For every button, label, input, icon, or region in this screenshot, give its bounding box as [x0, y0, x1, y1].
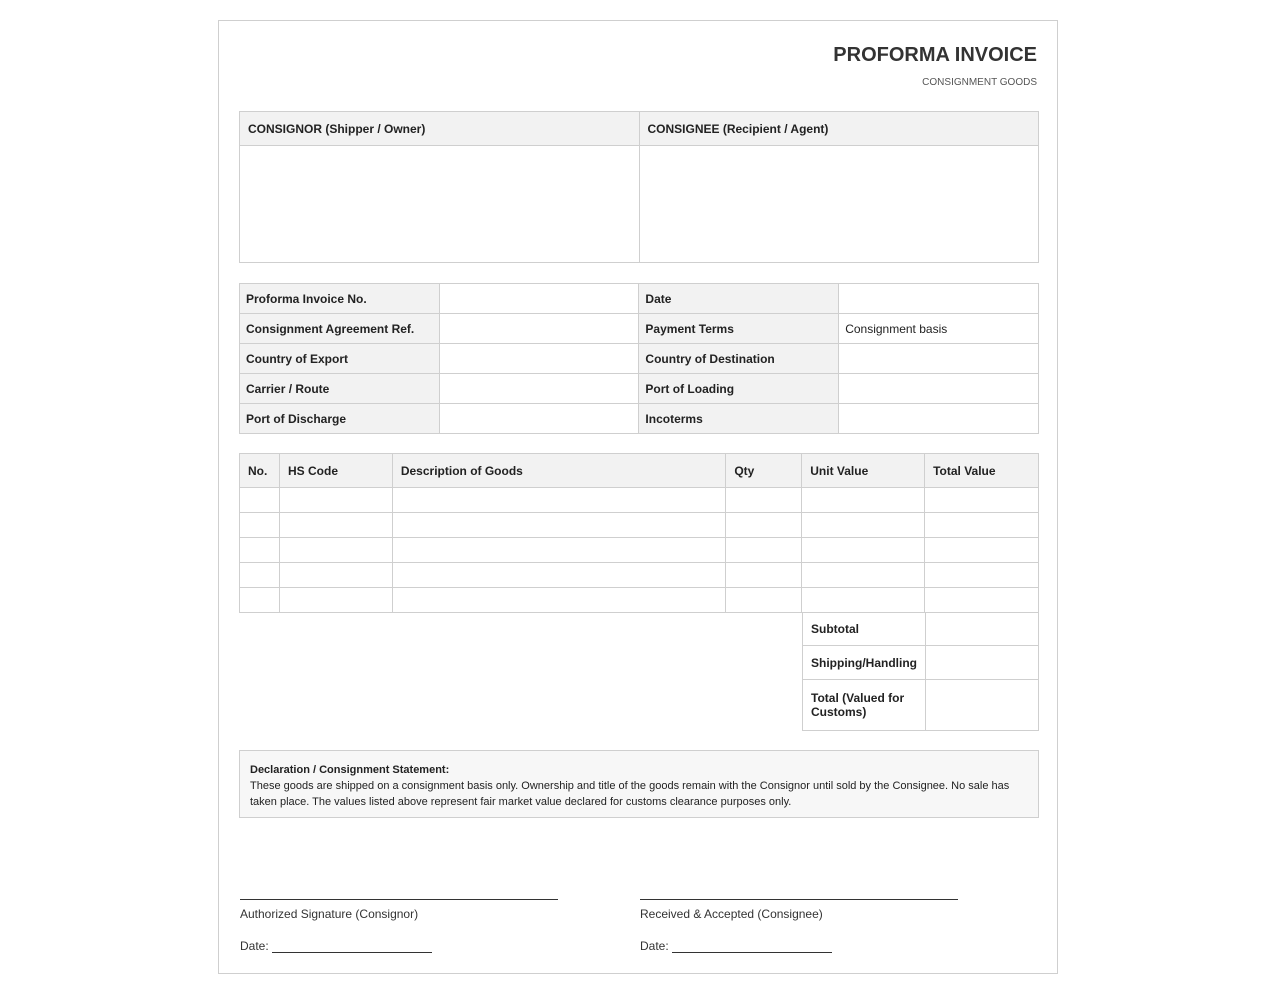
port-discharge-field[interactable] — [439, 404, 639, 434]
consignor-signature-line[interactable] — [240, 899, 558, 900]
item-unit-value-cell[interactable] — [802, 513, 925, 538]
item-no-cell[interactable] — [240, 513, 280, 538]
country-export-field[interactable] — [439, 344, 639, 374]
date-field[interactable] — [839, 284, 1039, 314]
consignee-signature-block — [640, 899, 958, 953]
shipping-label: Shipping/Handling — [803, 646, 926, 680]
invoice-no-field[interactable] — [439, 284, 639, 314]
item-description-cell[interactable] — [392, 538, 725, 563]
item-qty-cell[interactable] — [726, 488, 802, 513]
item-unit-value-cell[interactable] — [802, 563, 925, 588]
incoterms-field[interactable] — [839, 404, 1039, 434]
consignor-signature-block — [240, 899, 558, 953]
item-qty-cell[interactable] — [726, 513, 802, 538]
item-unit-value-cell[interactable] — [802, 538, 925, 563]
item-no-cell[interactable] — [240, 563, 280, 588]
subtotal-label: Subtotal — [803, 613, 926, 646]
consignee-signature-line[interactable] — [640, 899, 958, 900]
item-hs-code-cell[interactable] — [279, 538, 392, 563]
agreement-ref-field[interactable] — [439, 314, 639, 344]
totals-table — [802, 612, 1039, 731]
declaration-heading: Declaration / Consignment Statement: — [250, 764, 450, 776]
consignee-signature-label: Received & Accepted (Consignee) — [640, 907, 823, 921]
port-loading-label: Port of Loading — [639, 374, 839, 404]
item-total-value-cell[interactable] — [925, 538, 1039, 563]
declaration-text: These goods are shipped on a consignment basis only. Ownership and title of the goods remain with the Consignor until sold by the Consignee. No sale has taken place. The values listed above represent fair market value declared for customs clearance purposes only. — [250, 780, 1010, 808]
invoice-page — [218, 20, 1058, 974]
payment-terms-field[interactable]: Consignment basis — [839, 314, 1039, 344]
declaration-box — [239, 750, 1039, 818]
incoterms-label: Incoterms — [639, 404, 839, 434]
details-row — [240, 374, 1039, 404]
item-total-value-cell[interactable] — [925, 513, 1039, 538]
col-hs-code-header: HS Code — [279, 454, 392, 488]
table-row — [240, 563, 1039, 588]
details-table — [239, 283, 1039, 434]
item-description-cell[interactable] — [392, 563, 725, 588]
agreement-ref-label: Consignment Agreement Ref. — [240, 314, 440, 344]
consignee-header: CONSIGNEE (Recipient / Agent) — [639, 112, 1039, 146]
item-total-value-cell[interactable] — [925, 488, 1039, 513]
item-no-cell[interactable] — [240, 538, 280, 563]
table-row — [240, 513, 1039, 538]
consignee-field[interactable] — [639, 146, 1039, 263]
col-no-header: No. — [240, 454, 280, 488]
country-export-label: Country of Export — [240, 344, 440, 374]
details-row — [240, 284, 1039, 314]
item-description-cell[interactable] — [392, 588, 725, 613]
payment-terms-label: Payment Terms — [639, 314, 839, 344]
item-hs-code-cell[interactable] — [279, 513, 392, 538]
table-row — [240, 488, 1039, 513]
col-qty-header: Qty — [726, 454, 802, 488]
items-table — [239, 453, 1039, 613]
page-title: PROFORMA INVOICE — [833, 44, 1037, 66]
country-destination-field[interactable] — [839, 344, 1039, 374]
consignor-date-field[interactable] — [272, 940, 432, 953]
subtotal-field[interactable] — [926, 613, 1039, 646]
details-row — [240, 314, 1039, 344]
consignee-date-field[interactable] — [672, 940, 832, 953]
consignor-date-label: Date: — [240, 939, 269, 953]
item-unit-value-cell[interactable] — [802, 588, 925, 613]
invoice-no-label: Proforma Invoice No. — [240, 284, 440, 314]
item-qty-cell[interactable] — [726, 588, 802, 613]
shipping-field[interactable] — [926, 646, 1039, 680]
item-qty-cell[interactable] — [726, 563, 802, 588]
table-row — [240, 538, 1039, 563]
item-description-cell[interactable] — [392, 488, 725, 513]
country-destination-label: Country of Destination — [639, 344, 839, 374]
item-hs-code-cell[interactable] — [279, 588, 392, 613]
col-unit-value-header: Unit Value — [802, 454, 925, 488]
consignee-date-label: Date: — [640, 939, 669, 953]
page-subtitle: CONSIGNMENT GOODS — [922, 77, 1037, 88]
consignor-header: CONSIGNOR (Shipper / Owner) — [240, 112, 640, 146]
date-label: Date — [639, 284, 839, 314]
total-label: Total (Valued for Customs) — [803, 680, 926, 731]
consignor-signature-label: Authorized Signature (Consignor) — [240, 907, 419, 921]
item-qty-cell[interactable] — [726, 538, 802, 563]
carrier-route-label: Carrier / Route — [240, 374, 440, 404]
total-field[interactable] — [926, 680, 1039, 731]
details-row — [240, 404, 1039, 434]
item-total-value-cell[interactable] — [925, 588, 1039, 613]
item-hs-code-cell[interactable] — [279, 488, 392, 513]
item-description-cell[interactable] — [392, 513, 725, 538]
port-loading-field[interactable] — [839, 374, 1039, 404]
item-unit-value-cell[interactable] — [802, 488, 925, 513]
port-discharge-label: Port of Discharge — [240, 404, 440, 434]
parties-table — [239, 111, 1039, 263]
item-no-cell[interactable] — [240, 588, 280, 613]
carrier-route-field[interactable] — [439, 374, 639, 404]
table-row — [240, 588, 1039, 613]
item-no-cell[interactable] — [240, 488, 280, 513]
item-total-value-cell[interactable] — [925, 563, 1039, 588]
item-hs-code-cell[interactable] — [279, 563, 392, 588]
col-description-header: Description of Goods — [392, 454, 725, 488]
consignor-field[interactable] — [240, 146, 640, 263]
details-row — [240, 344, 1039, 374]
col-total-value-header: Total Value — [925, 454, 1039, 488]
